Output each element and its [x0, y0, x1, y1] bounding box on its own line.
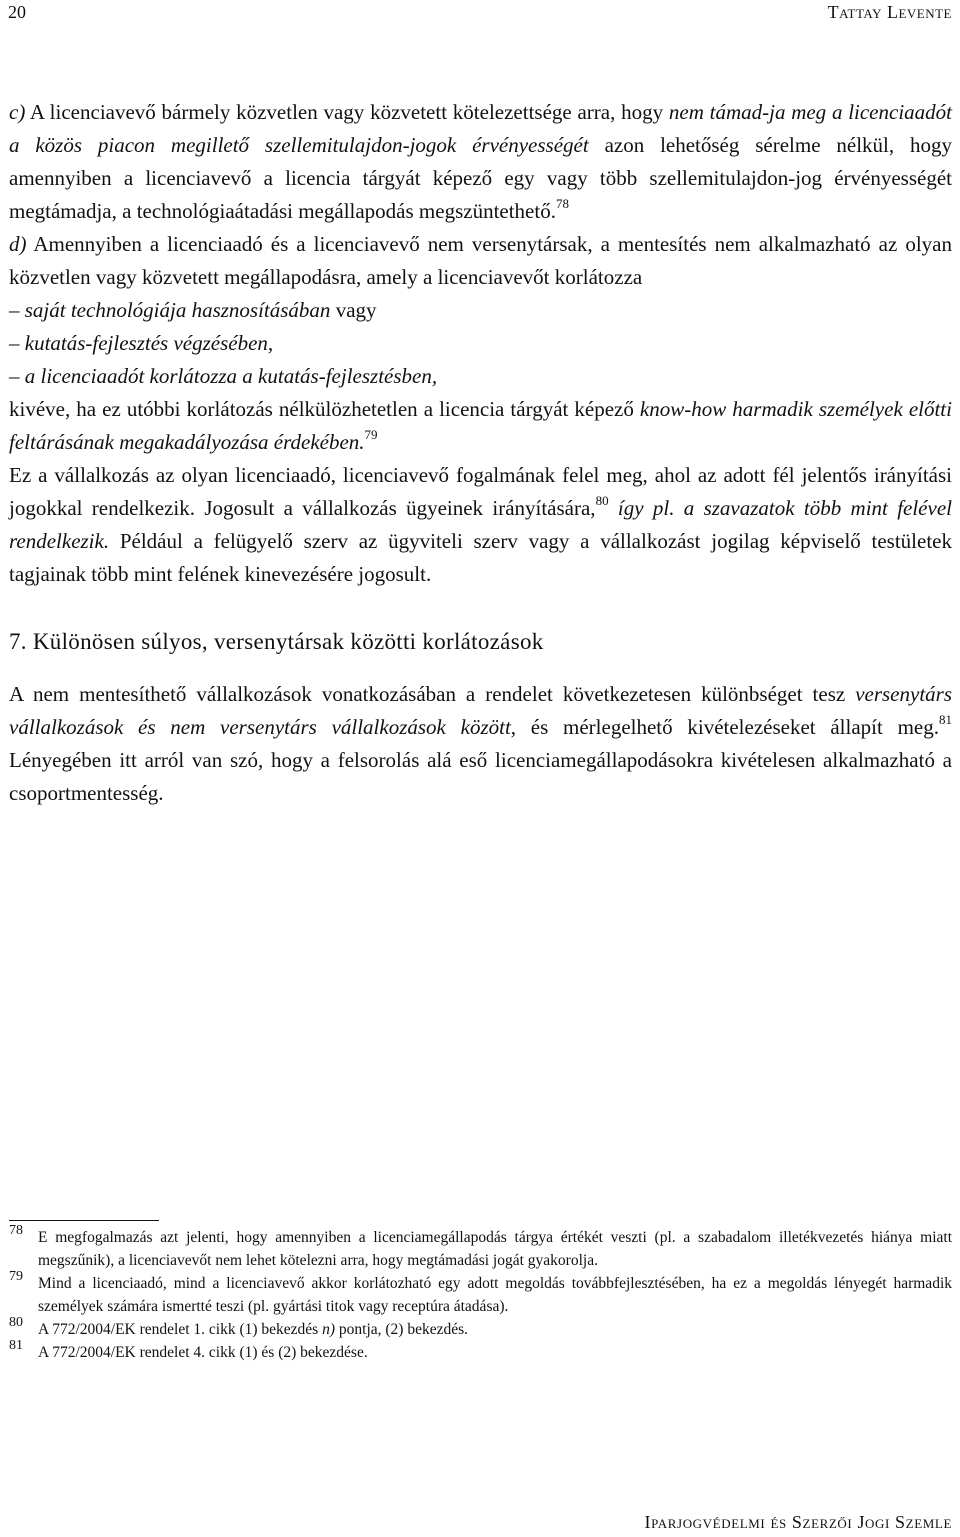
paragraph-section: [9, 678, 952, 810]
footnote-rule: [9, 1220, 159, 1221]
text-span: A nem mentesíthető vállalkozások vonatkozásában a rendelet következetesen különbséget tesz: [9, 682, 856, 706]
footnote-text: E megfogalmazás azt jelenti, hogy amennyiben a licenciamegállapodás tárgya értékét veszti (pl. a szabadalom illetékvezetés hiánya miatt megszűnik), a licenciavevőt nem lehet kötelezni arra, hogy megtámadási jogát gyakorolja.: [38, 1229, 952, 1269]
footnote-81: [9, 1338, 952, 1364]
footnote-78: [9, 1223, 952, 1272]
italic-span: – kutatás-fejlesztés végzésében,: [9, 331, 274, 355]
item-label-c: c): [9, 100, 26, 124]
italic-span: – a licenciaadót korlátozza a kutatás-fejlesztésben,: [9, 364, 438, 388]
section-heading: 7. Különösen súlyos, versenytársak közötti korlátozások: [9, 629, 544, 654]
italic-span: így pl. a szavazatok több mint felével rendelkezik.: [9, 496, 952, 553]
footnote-number: 79: [9, 1269, 23, 1284]
footnote-ref-78[interactable]: 78: [555, 196, 569, 211]
footnote-text: A 772/2004/EK rendelet 1. cikk (1) bekezdés: [38, 1321, 323, 1338]
running-head: Tattay Levente: [827, 2, 952, 22]
italic-span: – saját technológiája hasznosításában: [9, 298, 331, 322]
dash-item-2: [9, 327, 952, 360]
footnote-79: [9, 1269, 952, 1318]
italic-span: know-how harmadik személyek előtti feltárásának megakadályozása érdekében.: [9, 397, 952, 454]
footnote-text: A 772/2004/EK rendelet 4. cikk (1) és (2) bekezdése.: [38, 1344, 368, 1361]
paragraph-d-close: [9, 393, 952, 459]
italic-span: n): [322, 1321, 336, 1338]
paragraph-d: [9, 228, 952, 294]
main-text: [9, 96, 952, 810]
dash-item-1: [9, 294, 952, 327]
footnote-80: [9, 1315, 952, 1341]
footnote-number: 80: [9, 1315, 23, 1330]
paragraph-c: [9, 96, 952, 228]
text-span: azon lehetőség sérelme nélkül, hogy amennyiben a licenciavevő a licencia tárgyát képező egy vagy több szellemitulajdon-jog érvényességét megtámadja, a technológiaátadási megállapodás megszüntethető.: [9, 133, 953, 223]
text-span: Például a felügyelő szerv az ügyviteli szerv vagy a vállalkozást jogilag képviselő testületek tagjainak több mint felének kinevezésére jogosult.: [9, 529, 952, 586]
dash-item-3: [9, 360, 952, 393]
italic-span: nem támad-ja meg a licenciaadót a közös piacon megillető szellemitulajdon-jogok érvényességét: [9, 100, 952, 157]
text-span: Lényegében itt arról van szó, hogy a felsorolás alá eső licenciamegállapodásokra kivételesen alkalmazható a csoportmentesség.: [9, 748, 952, 805]
italic-span: versenytárs vállalkozások és nem versenytárs vállalkozások között: [9, 682, 952, 739]
footnotes: [9, 1223, 952, 1364]
text-span: kivéve, ha ez utóbbi korlátozás nélkülözhetetlen a licencia tárgyát képező: [9, 397, 640, 421]
text-span: Ez a vállalkozás az olyan licenciaadó, licenciavevő fogalmának felel meg, ahol az adott fél jelentős irányítási jogokkal rendelkezik. Jogosult a vállalkozás ügyeinek irányítására,: [9, 463, 952, 520]
footnote-number: 81: [9, 1338, 23, 1353]
paragraph-enterprise: [9, 459, 952, 591]
footnote-text: pontja, (2) bekezdés.: [335, 1321, 469, 1338]
journal-title: Iparjogvédelmi és Szerzői Jogi Szemle: [644, 1512, 952, 1532]
item-label-d: d): [9, 232, 27, 256]
footnote-ref-80[interactable]: 80: [595, 493, 609, 508]
footnote-ref-79[interactable]: 79: [364, 427, 378, 442]
page-number: 20: [8, 2, 26, 22]
footnote-number: 78: [9, 1223, 23, 1238]
text-span: vagy: [330, 298, 377, 322]
footnote-text: Mind a licenciaadó, mind a licenciavevő akkor korlátozható egy adott megoldás továbbfejlesztésében, ha ez a megoldás lényegét harmadik személyek számára ismertté teszi (pl. gyártási titok vagy receptúra átadása).: [38, 1275, 952, 1315]
text-span: , és mérlegelhető kivételezéseket állapít meg.: [510, 715, 939, 739]
footnote-ref-81[interactable]: 81: [939, 712, 952, 727]
text-span: A licenciavevő bármely közvetlen vagy közvetett kötelezettsége arra, hogy: [25, 100, 669, 124]
text-span: Amennyiben a licenciaadó és a licenciavevő nem versenytársak, a mentesítés nem alkalmazható az olyan közvetlen vagy közvetett megállapodásra, amely a licenciavevőt korlátozza: [9, 232, 952, 289]
